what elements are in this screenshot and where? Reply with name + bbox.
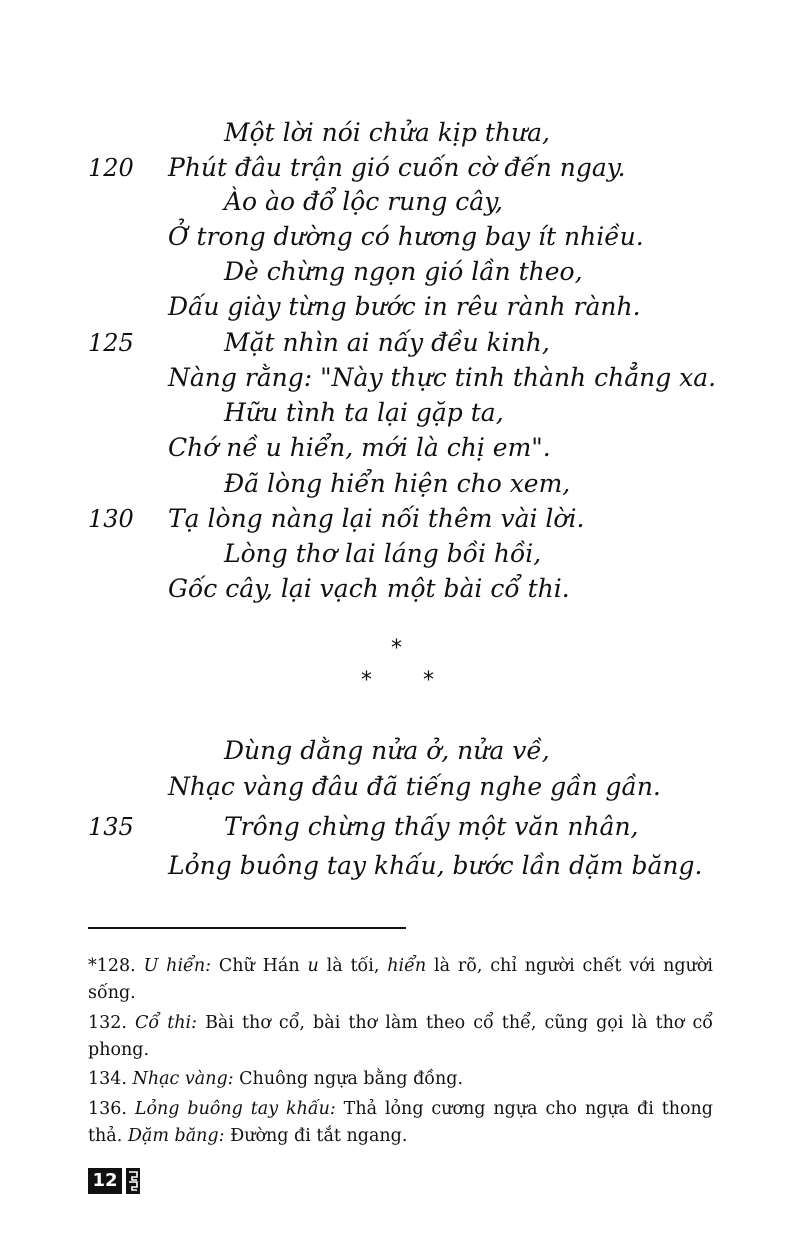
footnote: [88, 1096, 713, 1150]
footnote-text: Chuông ngựa bằng đồng.: [233, 1069, 464, 1089]
footnote-term: u: [307, 956, 319, 976]
poem-line: Dè chừng ngọn gió lần theo,: [224, 257, 583, 286]
poem-line: Ở trong dường có hương bay ít nhiều.: [168, 222, 644, 251]
line-number: 125: [88, 329, 134, 357]
footnote-text: Bài thơ cổ, bài thơ làm theo cổ thể, cũng gọi là thơ cổ phong.: [88, 1013, 713, 1060]
poem-line: Tạ lòng nàng lại nối thêm vài lời.: [168, 504, 585, 533]
poem-line: Nàng rằng: "Này thực tinh thành chẳng xa.: [168, 363, 717, 392]
poem-line: Lòng thơ lai láng bồi hồi,: [224, 539, 542, 568]
footnote: [88, 1066, 713, 1093]
footnote-text: là rõ, chỉ người chết với người sống.: [88, 956, 714, 1003]
footnote-marker: *128.: [88, 956, 144, 976]
page-ornament-icon: [126, 1168, 140, 1194]
footnote-term: Dặm băng:: [127, 1126, 225, 1146]
poem-line: Chớ nề u hiển, mới là chị em".: [168, 433, 551, 462]
poem-line: Lỏng buông tay khấu, bước lần dặm băng.: [168, 851, 703, 880]
line-number: 120: [88, 154, 134, 182]
footnote-text: Thả lỏng cương ngựa cho ngựa đi thong thả.: [88, 1099, 714, 1146]
line-number: 135: [88, 813, 134, 841]
asterism-star: *: [361, 668, 372, 693]
poem-line: Nhạc vàng đâu đã tiếng nghe gần gần.: [168, 772, 661, 801]
poem-line: Mặt nhìn ai nấy đều kinh,: [224, 328, 550, 357]
footnote-term: Lỏng buông tay khấu:: [134, 1099, 336, 1119]
footnote-term: U hiển:: [143, 956, 211, 976]
footnote-term: Cổ thi:: [135, 1013, 197, 1033]
asterism-star: *: [423, 668, 434, 693]
page-number: 12: [88, 1168, 122, 1194]
poem-line: Hữu tình ta lại gặp ta,: [224, 398, 504, 427]
footnote-term: Nhạc vàng:: [132, 1069, 234, 1089]
poem-line: Phút đâu trận gió cuốn cờ đến ngay.: [168, 153, 626, 182]
footnote-marker: 136.: [88, 1099, 135, 1119]
footnote-marker: 132.: [88, 1013, 136, 1033]
footnote: [88, 953, 713, 1007]
poem-line: Gốc cây, lại vạch một bài cổ thi.: [168, 574, 570, 603]
footnote-term: hiển: [387, 956, 427, 976]
asterism-star: *: [391, 636, 402, 661]
footnote-divider: [88, 927, 406, 929]
poem-line: Trông chừng thấy một văn nhân,: [224, 812, 639, 841]
footnote-text: Đường đi tắt ngang.: [224, 1126, 408, 1146]
footnote: [88, 1010, 713, 1064]
poem-line: Ào ào đổ lộc rung cây,: [224, 187, 503, 216]
poem-line: Dấu giày từng bước in rêu rành rành.: [168, 292, 641, 321]
footnote-text: Chữ Hán: [211, 956, 308, 976]
poem-line: Một lời nói chửa kịp thưa,: [224, 118, 550, 147]
poem-line: Dùng dằng nửa ở, nửa về,: [224, 736, 550, 765]
footnote-marker: 134.: [88, 1069, 133, 1089]
footnote-text: là tối,: [318, 956, 388, 976]
poem-line: Đã lòng hiển hiện cho xem,: [224, 469, 571, 498]
line-number: 130: [88, 505, 134, 533]
